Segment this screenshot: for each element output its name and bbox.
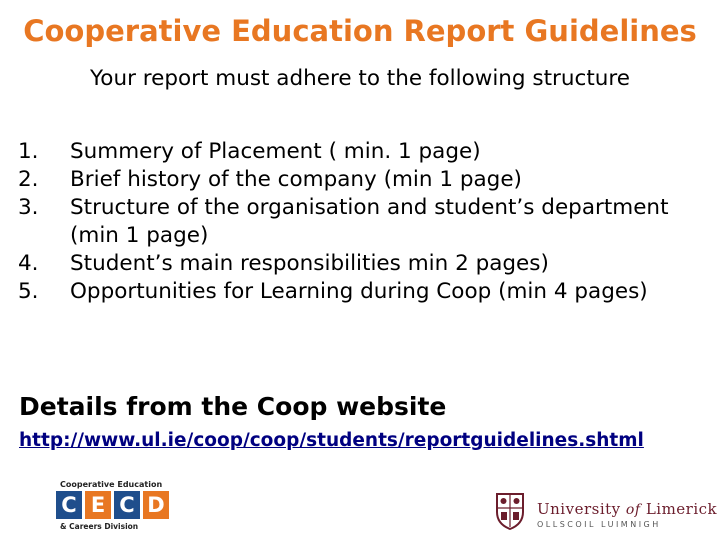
cecd-logo-tiles — [56, 491, 169, 519]
cecd-logo-tile-d: D — [143, 491, 169, 519]
structure-list — [18, 138, 708, 306]
university-irish-name: OLLSCOIL LUIMNIGH — [537, 520, 661, 529]
university-logo — [495, 492, 718, 534]
list-item-text: Brief history of the company (min 1 page) — [70, 167, 522, 192]
university-name-of: of — [625, 502, 641, 518]
details-heading: Details from the Coop website — [19, 392, 447, 421]
list-item — [18, 250, 708, 278]
list-item-number: 1. — [18, 139, 39, 164]
cecd-logo-tile-c2: C — [114, 491, 140, 519]
list-item-text: Opportunities for Learning during Coop (min 4 pages) — [70, 279, 648, 304]
list-item — [18, 166, 708, 194]
list-item — [18, 138, 708, 166]
list-item-number: 5. — [18, 279, 39, 304]
cecd-logo-tile-e: E — [85, 491, 111, 519]
university-name — [537, 500, 717, 518]
list-item-text: Structure of the organisation and student’s department (min 1 page) — [70, 195, 669, 248]
university-name-part2: Limerick — [645, 500, 718, 518]
cecd-logo-bottom-caption: & Careers Division — [60, 522, 139, 531]
university-name-part1: University — [537, 500, 621, 518]
list-item-number: 3. — [18, 195, 39, 220]
cecd-logo — [54, 478, 184, 532]
list-item-number: 2. — [18, 167, 39, 192]
coop-website-link[interactable]: http://www.ul.ie/coop/coop/students/reportguidelines.shtml — [19, 430, 644, 451]
cecd-logo-top-caption: Cooperative Education — [60, 480, 163, 489]
list-item-text: Student’s main responsibilities min 2 pages) — [70, 251, 549, 276]
cecd-logo-tile-c1: C — [56, 491, 82, 519]
list-item-text: Summery of Placement ( min. 1 page) — [70, 139, 481, 164]
list-item-number: 4. — [18, 251, 39, 276]
page-title: Cooperative Education Report Guidelines — [23, 14, 697, 48]
list-item — [18, 194, 708, 250]
page-subtitle: Your report must adhere to the following structure — [90, 66, 630, 91]
list-item — [18, 278, 708, 306]
university-crest-icon — [495, 492, 525, 530]
